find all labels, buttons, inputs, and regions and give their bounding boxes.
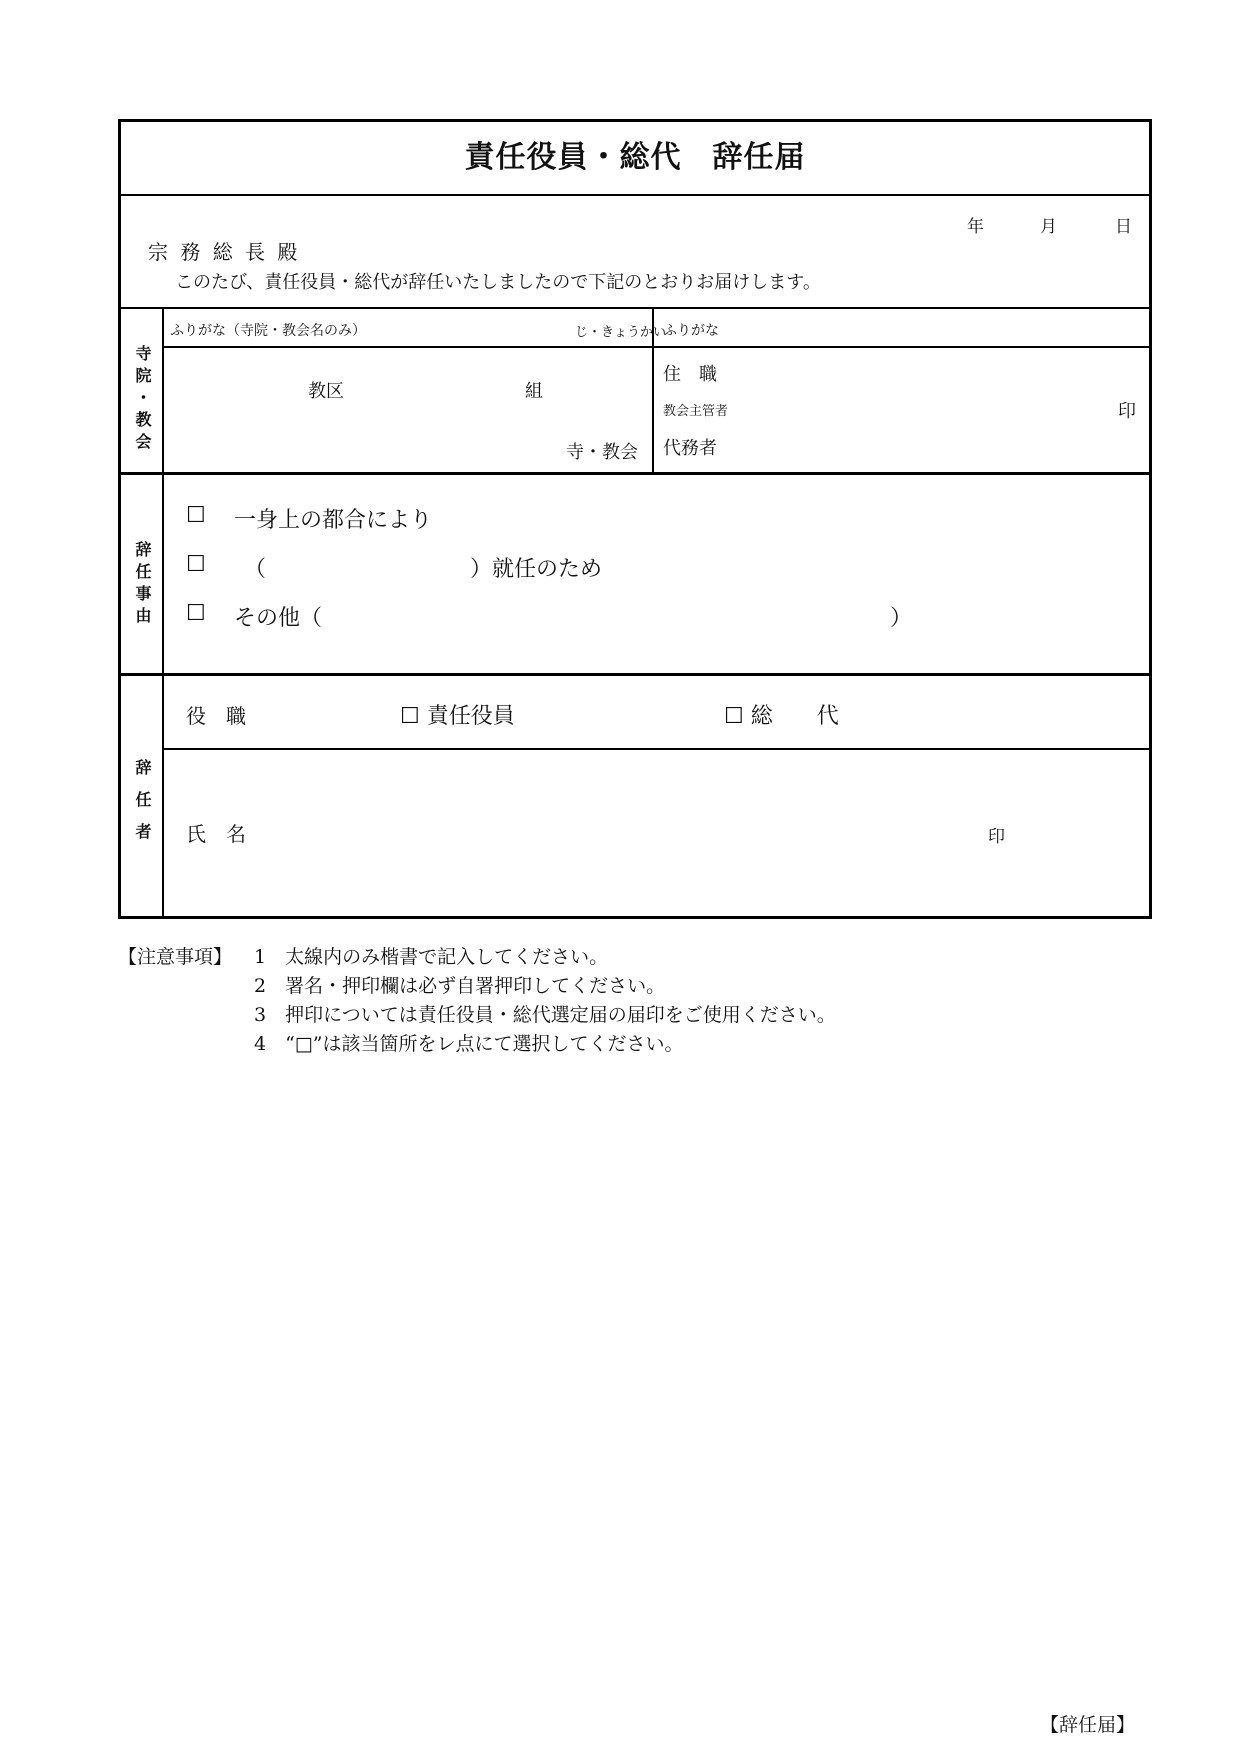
reason2-text: ）就任のため xyxy=(470,557,603,582)
reason3-checkbox[interactable]: ☐ xyxy=(186,601,206,626)
date-month: 月 xyxy=(1040,217,1057,237)
note-item-4: 4 “□”は該当箇所をレ点にて選択してください。 xyxy=(254,1033,684,1055)
temple-suffix-label: 寺・教会 xyxy=(566,442,638,463)
resigner-seal-mark: 印 xyxy=(988,827,1005,847)
daimusha-label: 代務者 xyxy=(663,438,717,459)
group-label: 組 xyxy=(525,381,543,402)
addressee: 宗 務 総 長 殿 xyxy=(148,240,301,264)
reason3-close-paren: ） xyxy=(890,606,913,631)
temple-section-bottom xyxy=(118,472,1152,475)
note-item-2: 2 署名・押印欄は必ず自署押印してください。 xyxy=(254,975,666,997)
reason-section-label: 辞任事由 xyxy=(133,541,152,629)
reason1-checkbox[interactable]: ☐ xyxy=(186,503,206,528)
reason2-open-paren: （ xyxy=(244,557,267,582)
date-year: 年 xyxy=(967,217,984,237)
note-item-1: 1 太線内のみ楷書で記入してください。 xyxy=(254,946,609,968)
jushoku-label: 住 職 xyxy=(663,364,717,385)
position-option-sodai[interactable]: ☐ 総 代 xyxy=(724,704,839,729)
form-title: 責任役員・総代 辞任届 xyxy=(464,140,806,175)
resigner-section-label: 辞任者 xyxy=(133,759,152,855)
name-label: 氏 名 xyxy=(186,822,246,846)
intro-text: このたび、責任役員・総代が辞任いたしましたので下記のとおりお届けします。 xyxy=(175,272,821,293)
position-label: 役 職 xyxy=(186,704,246,728)
note-item-3: 3 押印については責任役員・総代選定届の届印をご使用ください。 xyxy=(254,1004,836,1026)
reason1-text: 一身上の都合により xyxy=(234,508,433,533)
furigana-divider xyxy=(162,346,1152,348)
notes-heading: 【注意事項】 xyxy=(118,946,233,968)
temple-furigana-label: ふりがな（寺院・教会名のみ） xyxy=(170,323,366,339)
reason2-checkbox[interactable]: ☐ xyxy=(186,552,206,577)
reason-section-bottom xyxy=(118,673,1152,676)
temple-furigana-suffix: じ・きょうかい xyxy=(575,325,667,340)
temple-mid-divider xyxy=(652,307,654,474)
title-divider xyxy=(118,194,1152,196)
reason3-text: その他（ xyxy=(234,606,323,631)
label-column-divider xyxy=(162,307,164,917)
position-option-officer[interactable]: ☐ 責任役員 xyxy=(400,704,515,729)
kyokai-kanrisha-label: 教会主管者 xyxy=(663,404,729,419)
position-divider xyxy=(162,748,1152,750)
temple-seal-mark: 印 xyxy=(1118,401,1136,422)
right-furigana-label: ふりがな xyxy=(663,323,719,339)
temple-section-label: 寺院・教会 xyxy=(133,345,152,455)
date-day: 日 xyxy=(1115,217,1132,237)
district-label: 教区 xyxy=(308,381,344,402)
footer-label: 【辞任届】 xyxy=(1040,1714,1136,1736)
intro-divider xyxy=(118,307,1152,309)
